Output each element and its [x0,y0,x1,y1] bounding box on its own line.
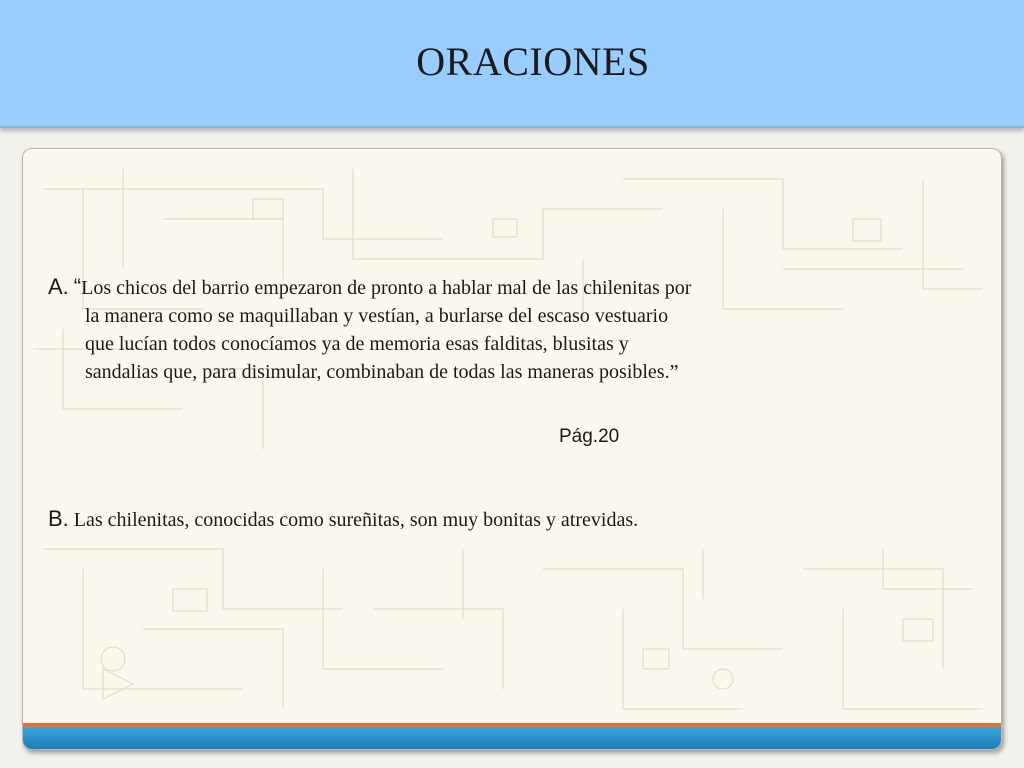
sentence-a-text-1: Los chicos del barrio empezaron de pronto a hablar mal de las chilenitas por [81,277,692,299]
slide-title: ORACIONES [416,39,650,84]
open-quote: “ [73,274,82,299]
content-panel [22,148,1002,750]
sentence-a-line-3: que lucían todos conocíamos ya de memoria esas falditas, blusitas y [85,333,629,355]
sentence-a-line-1 [48,273,968,302]
sentence-a-marker: A. [48,274,69,299]
slide-header [0,0,1024,128]
sentence-a [48,273,968,386]
circuit-background [23,149,1001,749]
sentence-b [48,505,968,534]
sentence-a-line-4: sandalias que, para disimular, combinaban de todas las maneras posibles.” [85,361,679,383]
sentence-a-line-2: la manera como se maquillaban y vestían, a burlarse del escaso vestuario [85,305,669,327]
sentence-b-text: Las chilenitas, conocidas como sureñitas, son muy bonitas y atrevidas. [73,509,639,531]
blue-stripe [23,727,1001,749]
bottom-accent-bar [23,723,1001,749]
sentence-b-marker: B. [48,506,69,531]
page-reference: Pág.20 [559,426,620,447]
